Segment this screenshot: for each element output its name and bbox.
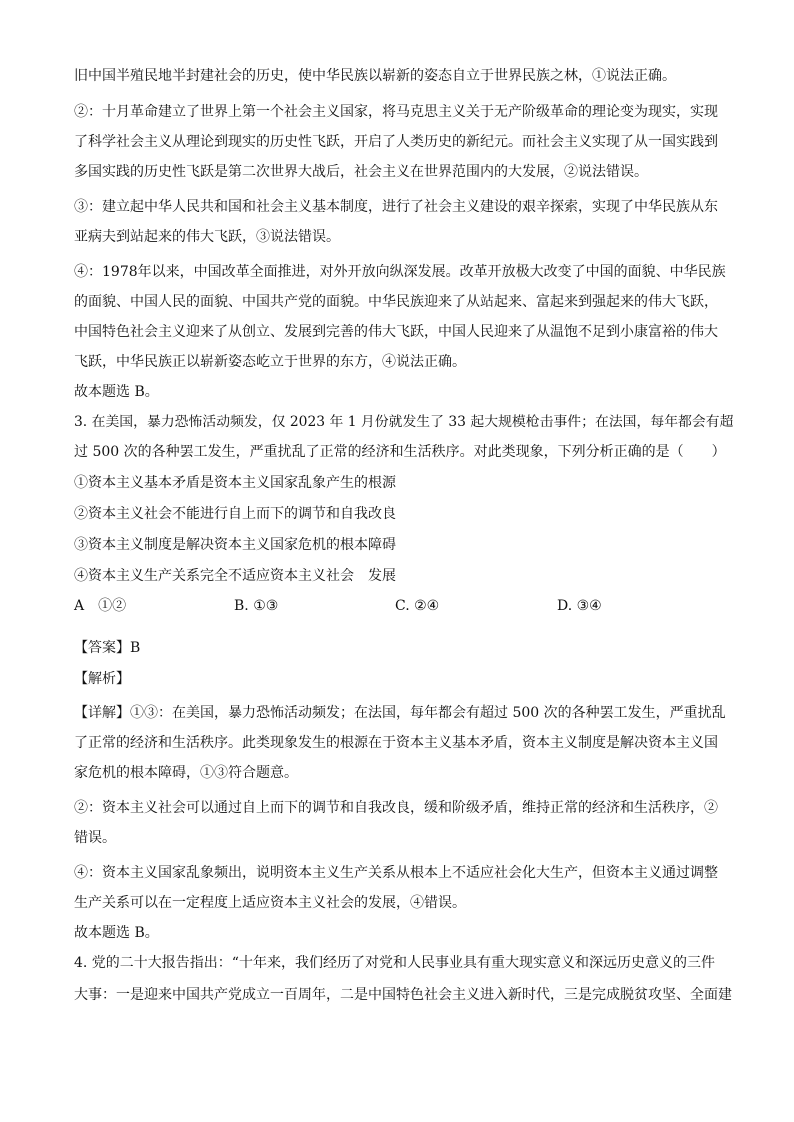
q3-detail-line-3: 家危机的根本障碍，①③符合题意。 xyxy=(74,765,298,781)
q4-stem-line-1: 4. 党的二十大报告指出：“十年来，我们经历了对党和人民事业具有重大现实意义和深远历史意义的三件 xyxy=(74,955,715,971)
q3-option-b: B. ①③ xyxy=(234,598,279,614)
q2-analysis-line-7: ④：1978年以来，中国改革全面推进，对外开放向纵深发展。改革开放极大改变了中国的面貌、中华民族 xyxy=(74,264,726,280)
q2-analysis-line-1: 旧中国半殖民地半封建社会的历史，使中华民族以崭新的姿态自立于世界民族之林，①说法正确。 xyxy=(74,68,676,84)
q3-item-4: ④资本主义生产关系完全不适应资本主义社会 发展 xyxy=(74,568,396,584)
q3-item-1: ①资本主义基本矛盾是资本主义国家乱象产生的根源 xyxy=(74,475,396,491)
q3-detail-line-4: ②：资本主义社会可以通过自上而下的调节和自我改良，缓和阶级矛盾，维持正常的经济和生活秩序，② xyxy=(74,800,718,816)
q3-item-3: ③资本主义制度是解决资本主义国家危机的根本障碍 xyxy=(74,537,396,553)
q2-analysis-line-9: 中国特色社会主义迎来了从创立、发展到完善的伟大飞跃，中国人民迎来了从温饱不足到小康富裕的伟大 xyxy=(74,324,718,340)
q2-analysis-line-8: 的面貌、中国人民的面貌、中国共产党的面貌。中华民族迎来了从站起来、富起来到强起来的伟大飞跃， xyxy=(74,294,718,310)
q3-detail-line-2: 了正常的经济和生活秩序。此类现象发生的根源在于资本主义基本矛盾，资本主义制度是解决资本主义国 xyxy=(74,735,718,751)
q3-option-d: D. ③④ xyxy=(557,598,602,614)
q3-option-c: C. ②④ xyxy=(395,598,440,614)
q2-analysis-line-3: 了科学社会主义从理论到现实的历史性飞跃，开启了人类历史的新纪元。而社会主义实现了从一国实践到 xyxy=(74,134,718,150)
q3-detail-line-5: 错误。 xyxy=(74,830,116,846)
q3-analysis-title: 【解析】 xyxy=(74,671,130,687)
q2-analysis-line-5: ③：建立起中华人民共和国和社会主义基本制度，进行了社会主义建设的艰辛探索，实现了中华民族从东 xyxy=(74,199,718,215)
q3-options xyxy=(74,597,734,617)
q3-detail-line-1: 【详解】①③：在美国，暴力恐怖活动频发；在法国，每年都会有超过 500 次的各种罢工发生，严重扰乱 xyxy=(74,705,726,721)
q3-stem-line-1: 3. 在美国，暴力恐怖活动频发，仅 2023 年 1 月份就发生了 33 起大规模枪击事件；在法国，每年都会有超 xyxy=(74,414,734,430)
q4-stem-line-2: 大事：一是迎来中国共产党成立一百周年，二是中国特色社会主义进入新时代，三是完成脱贫攻坚、全面建 xyxy=(74,987,732,1003)
q2-analysis-line-2: ②：十月革命建立了世界上第一个社会主义国家，将马克思主义关于无产阶级革命的理论变为现实，实现 xyxy=(74,104,718,120)
q3-detail-line-6: ④：资本主义国家乱象频出，说明资本主义生产关系从根本上不适应社会化大生产，但资本主义通过调整 xyxy=(74,865,718,881)
q2-analysis-line-10: 飞跃，中华民族正以崭新姿态屹立于世界的东方，④说法正确。 xyxy=(74,354,466,370)
q2-analysis-line-6: 亚病夫到站起来的伟大飞跃，③说法错误。 xyxy=(74,229,340,245)
q3-conclusion: 故本题选 B。 xyxy=(74,925,159,941)
q3-detail-line-7: 生产关系可以在一定程度上适应资本主义社会的发展，④错误。 xyxy=(74,895,466,911)
q2-analysis-line-4: 多国实践的历史性飞跃是第二次世界大战后，社会主义在世界范围内的大发展，②说法错误。 xyxy=(74,164,648,180)
q3-item-2: ②资本主义社会不能进行自上而下的调节和自我改良 xyxy=(74,506,396,522)
q2-conclusion: 故本题选 B。 xyxy=(74,384,159,400)
q3-option-a: A ①② xyxy=(74,598,127,614)
q3-stem-line-2: 过 500 次的各种罢工发生，严重扰乱了正常的经济和生活秩序。对此类现象，下列分析正确的是（ ） xyxy=(74,444,726,460)
q3-answer: 【答案】B xyxy=(74,640,141,656)
